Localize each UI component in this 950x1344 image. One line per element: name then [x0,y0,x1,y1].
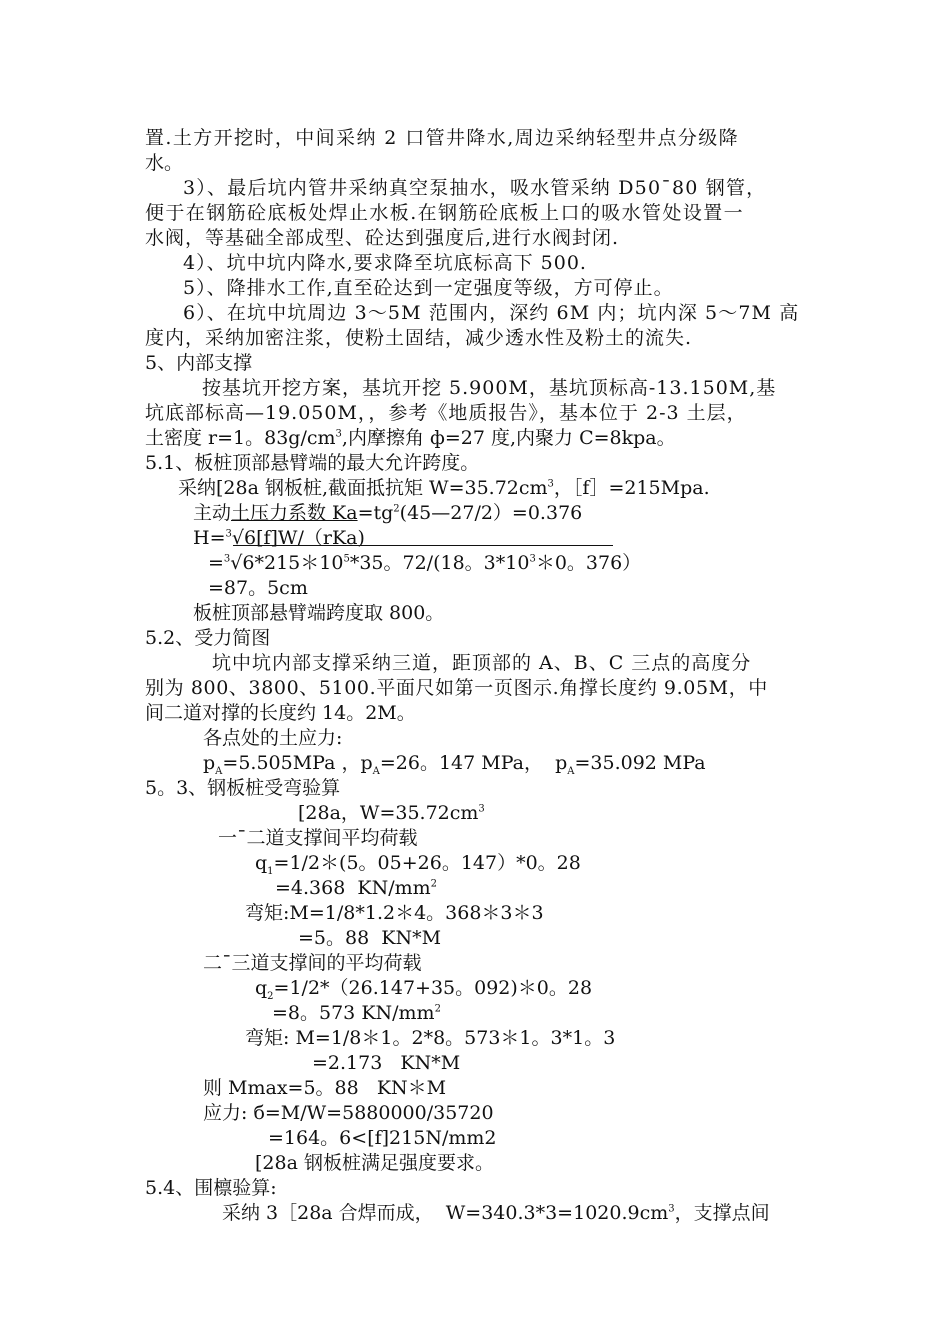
text: 主动 [193,502,232,524]
subscript: A [372,765,380,777]
text: 便于在钢筋砼底板处焊止水板.在钢筋砼底板上口的吸水管处设置一 [145,202,745,224]
text: 3）、最后坑内管井采纳真空泵抽水，吸水管采纳 D50¯80 钢管， [183,177,767,199]
formula-line [298,802,485,824]
text-line [203,952,422,974]
text-line [203,727,342,749]
text-line [178,477,710,499]
formula-line [275,877,437,899]
text: ，［f］=215Mpa. [553,477,710,499]
text-line [202,377,776,399]
text: =8。573 KN/mm [272,1002,435,1024]
text: 采纳 3［28a 合焊而成， W=340.3*3=1020.9cm [222,1202,669,1224]
formula-line [245,902,544,924]
text: 度内，采纳加密注浆，使粉土固结，减少透水性及粉土的流失. [145,327,693,349]
text: √6[f]W/（rKa) [231,527,365,549]
formula-line [203,752,706,777]
section-heading [145,452,479,474]
text: 5。3、钢板桩受弯验算 [145,777,341,799]
text-line [218,827,418,849]
text: 5.2、受力简图 [145,627,271,649]
text: =35.092 MPa [574,752,706,774]
text-line [183,252,587,274]
text: =tg [357,502,394,524]
superscript: 2 [430,878,438,890]
text: q [255,852,268,874]
text-line [145,677,768,699]
superscript: 2 [434,1003,441,1015]
text: =1/2＊(5。05+26。147）*0。28 [273,852,581,874]
text: 各点处的土应力: [203,727,343,749]
text: 5.4、围檩验算: [145,1177,277,1199]
text: =26。147 MPa， p [379,752,568,774]
subscript: A [215,765,223,777]
text: 4）、坑中坑内降水,要求降至坑底标高下 500. [183,252,587,274]
formula-line [208,552,641,574]
text: =1/2*（26.147+35。092)＊0。28 [273,977,593,999]
superscript: 3 [529,553,536,565]
formula-line [208,577,308,599]
text: = [208,552,224,574]
text-line [193,602,444,624]
text: 5）、降排水工作,直至砼达到一定强度等级，方可停止。 [183,277,674,299]
formula-line [312,1052,460,1074]
superscript: 3 [335,428,342,440]
text-line [145,702,416,724]
section-heading [145,352,252,374]
text: p [203,752,216,774]
superscript: 3 [668,1203,675,1215]
text-line [183,277,674,299]
text: 应力: б=M/W=5880000/35720 [203,1102,494,1124]
formula-line [298,927,441,949]
text: =5.505MPa ，p [222,752,373,774]
text: 弯矩:M=1/8*1.2＊4。368＊3＊3 [245,902,544,924]
subscript: A [567,765,575,777]
text: 5.1、板桩顶部悬臂端的最大允许跨度。 [145,452,480,474]
section-heading [145,777,340,799]
superscript: 3 [225,528,232,540]
superscript: 3 [547,478,554,490]
text-line [145,227,619,249]
text-line [145,152,183,174]
text: q [255,977,268,999]
superscript: 3 [478,803,485,815]
underlined-term: 土压力系数 Ka [231,502,358,524]
text: ，支撑点间 [674,1202,770,1224]
superscript: 2 [393,503,400,515]
text: 6）、在坑中坑周边 3～5M 范围内，深约 6M 内；坑内深 5～7M 高 [183,302,800,324]
text: 弯矩: M=1/8＊1。2*8。573＊1。3*1。3 [245,1027,616,1049]
formula-line [203,1102,494,1124]
text: (45—27/2）=0.376 [399,502,583,524]
text: 置.土方开挖时，中间采纳 2 口管井降水,周边采纳轻型井点分级降 [145,127,740,149]
text: *35。72/(18。3*10 [349,552,530,574]
text: ,内摩擦角 ф=27 度,内聚力 C=8kpa。 [341,427,676,449]
text-line [145,327,692,349]
text: H= [193,527,226,549]
text: 坑中坑内部支撑采纳三道，距顶部的 A、B、C 三点的高度分 [212,652,752,674]
text: 5、内部支撑 [145,352,253,374]
text: =87。5cm [208,577,308,599]
section-heading [145,1177,277,1199]
text: 土密度 r=1。83g/cm [145,427,336,449]
text: [28a 钢板桩满足强度要求。 [255,1152,494,1174]
text-line [145,202,744,224]
text: 水。 [145,152,184,174]
text-line [183,302,799,324]
subscript: 2 [267,990,274,1002]
formula-line [255,977,593,1002]
text: 采纳[28a 钢板桩,截面抵抗矩 W=35.72cm [178,477,548,499]
text: =164。6<[f]215N/mm2 [268,1127,497,1149]
text: 则 Mmax=5。88 KN＊M [203,1077,447,1099]
fraction-rule [233,545,613,546]
text: 一¯二道支撑间平均荷载 [218,827,418,849]
text: =2.173 KN*M [312,1052,461,1074]
text: 水阀，等基础全部成型、砼达到强度后,进行水阀封闭. [145,227,620,249]
text-line [222,1202,770,1224]
section-heading [145,627,270,649]
text-line [212,652,751,674]
text: 坑底部标高—19.050M，，参考《地质报告》，基本位于 2-3 土层， [145,402,747,424]
text: ＊0。376） [535,552,642,574]
text: 间二道对撑的长度约 14。2M。 [145,702,416,724]
text-line [145,127,739,149]
text-line [255,1152,494,1174]
text: 二¯三道支撑间的平均荷载 [203,952,422,974]
text: √6*215＊10 [230,552,344,574]
text-line [145,427,676,449]
text: =5。88 KN*M [298,927,442,949]
text-line [183,177,766,199]
text: 板桩顶部悬臂端跨度取 800。 [193,602,445,624]
text: 按基坑开挖方案，基坑开挖 5.900M，基坑顶标高-13.150M,基 [202,377,777,399]
formula-line [245,1027,615,1049]
formula-line [272,1002,441,1024]
formula-line [255,852,581,877]
text: [28a，W=35.72cm [298,802,479,824]
text-line [145,402,747,424]
text: 别为 800、3800、5100.平面尺如第一页图示.角撑长度约 9.05M，中 [145,677,768,699]
subscript: 1 [267,865,274,877]
formula-line [193,502,582,524]
formula-line [268,1127,496,1149]
superscript: 3 [223,553,231,565]
superscript: 5 [343,553,350,565]
text: =4.368 KN/mm [275,877,431,899]
formula-line [203,1077,446,1099]
